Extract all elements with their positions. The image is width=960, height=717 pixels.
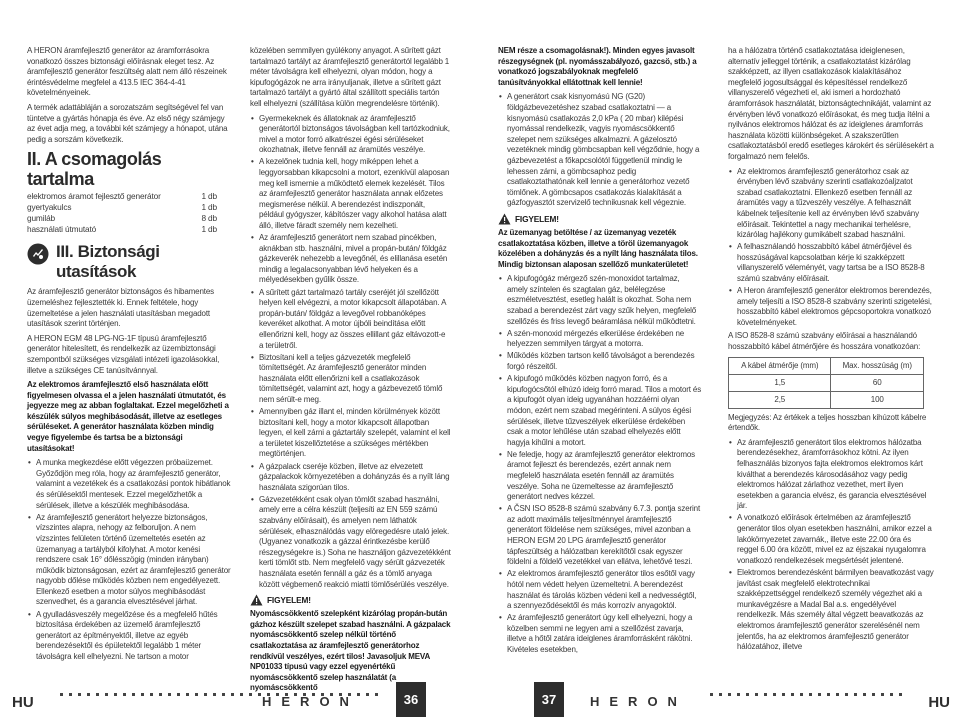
safety-instructions-icon [27,243,49,265]
column-1 [27,46,231,664]
section-2-title: II. A csomagolás tartalma [27,149,162,190]
list-item: • A gázpalack cseréje közben, illetve az elvezetett gázpalackok környezetében a dohányzás és a nyílt láng használata szigorúan tilos. [250,462,451,494]
column-3 [498,46,702,657]
list-item: • A munka megkezdése előtt végezzen próbaüzemet. Győződjön meg róla, hogy az áramfejlesztő generátor, valamint a vezetékek és a csatlakozási pontok hibátlanok és sérülésektől mentesek. Ezzel megelőzhetők a sérülések, illetve a készülék meghibásodása. [27,458,231,511]
contents-row: gyertyakulcs 1 db [27,202,217,213]
warning-heading: FIGYELEM! [498,213,702,225]
contents-row: elektromos áramot fejlesztő generátor 1 db [27,191,217,202]
cable-table [728,357,924,409]
list-item: • Működés közben tartson kellő távolságot a berendezés forgó részeitől. [498,351,702,372]
table-cell: 60 [831,374,924,391]
list-item: • Gázvezetékként csak olyan tömlőt szabad használni, amely erre a célra készült (teljesíti az EN 559 számú szabvány előírásait), és amelyen nem láthatók sérülések, elhasználódás vagy elöregedésre utaló jelek. (Ugyanez vonatkozik a gázzal érintkezésbe kerülő részegységekre is.) Soha ne használjon gázvezetékként kerti tömlőt stb. Nem megfelelő vagy sérült gázvezeték használata esetén fennáll a gáz és a tömlő anyaga között végbemenő reakció miatti tömlősérülés veszélye. [250,495,451,590]
regulator-warning-text: Nyomáscsökkentő szelepként kizárólag propán-bután gázhoz készült szelepet szabad használni. A gázpalack nyomáscsökkentő szelep nélkül történő csatlakoztatása az áramfejlesztő generátorhoz rendkívül veszélyes, ezért tilos! Javasoljuk MEVA NP01033 típusú vagy ezzel egyenértékű nyomáscsökkentő szelep használatát (a nyomáscsökkentő [250,609,451,693]
table-cell: 2,5 [729,391,831,408]
list-item: • Az áramfejlesztő generátort tilos elektromos hálózatba berendezésekhez, áramforrásokhoz kötni. Az ilyen felhasználás bizonyos fajta elektromos elektromos kárt kiválthat a berendezés károsodásához vagy pedig elektromos hálózat zárlathoz vezethet, mert ilyen esetekben a garancia elvész, és garancia elvesztésével jár. [728,438,934,512]
section-3-title-line-1: III. Biztonsági [56,242,160,262]
table-cell: 100 [831,391,924,408]
footer-dots-right [710,693,902,697]
list-item: • A sűrített gázt tartalmazó tartály cseréjét jól szellőzött helyen kell elvégezni, a motor kikapcsolt állapotában. A propán-bután/ földgáz a levegővel robbanóképes keveréket alkothat. A motor újbóli beindítása előtt ellenőrizni kell, hogy az összes ellillant gáz eltávozott-e a területről. [250,288,451,352]
safety-bullets-col1 [27,458,231,662]
warning-heading: FIGYELEM! [250,594,451,606]
list-item: • Az áramfejlesztő generátort úgy kell elhelyezni, hogy a közelben semmi ne legyen ami a szellőzést zavarja, illetve a hőtől zatára ideiglenes áramforrásként rákötni. Kivételes esetekben, [498,613,702,655]
read-manual-warning: Az elektromos áramfejlesztő első használata előtt figyelmesen olvassa el a jelen használati útmutatót, és jegyezze meg az abban foglaltakat. Ezzel megelőzheti a készülék súlyos meghibásodását, illetve az esetleges sérüléseket. A generátor használata közben mindig vegye figyelembe és tartsa be a biztonsági utasításokat! [27,380,229,453]
table-row [729,374,924,391]
list-item: • Az áramfejlesztő generátort nem szabad pincékben, aknákban stb. használni, mivel a propán-bután/ földgáz gázkeverék nehezebb a levegőnél, és elillanása esetén mindig a legalacsonyabban lévő helyeken és a mélyedésekben gyűlik össze. [250,233,451,286]
list-item: • A kipufogó működés közben nagyon forró, és a kipufogócsőtól elhúzó ideig forró marad. Tilos a motort és a kipufogót olyan ideig ugyanáhan hozzáérni olyan módon, ezért nem szabad megérinteni. A súlyos égési sérülések, illetve tűzveszélyek elkerülése érdekében csak a motor lehűlése után szabad elhelyezés előtt hagyja kihűlni a motort. [498,374,702,448]
list-item: • Az elektromos áramfejlesztő generátorhoz csak az érvényben lévő szabvány szerinti csatlakozóaljzatot szabad csatlakoztatni. Ellenkező esetben fennáll az áramütés vagy a tűzveszély veszélye. A felhasznált kábelnek teljesítenie kell az érvényben lévő szabvány előírásait. Tekintettel a nagy mechanikai terhelésre, kizárólag hajlékony gumikábelt szabad használni. [728,167,934,241]
table-note: Megjegyzés: Az értékek a teljes hosszban kihúzott kábelre értendők. [728,412,927,433]
list-item: • A ČSN ISO 8528-8 számú szabvány 6.7.3. pontja szerint az adott maximális teljesítménnyel áramfejlesztő generátort földelése nem szükséges, mivel azonban a HERON EGM 20 LPG áramfejlesztő generátor tápfeszültség a hálózatban kerekítőtől csak egyszer földelni a földelő vezetékkel van ellátva, lehetővé teszi. [498,504,702,568]
safety-bullets-col4 [728,438,934,653]
list-item: • Gyermekeknek és állatoknak az áramfejlesztő generátortól biztonságos távolságban kell tartózkodniuk, mivel a motor forró alkatrészei égési sérüléseket okozhatnak, illetve fennáll az áramütés veszélye. [250,114,451,156]
section-3-heading [27,241,231,283]
table-cell: 1,5 [729,374,831,391]
warning-triangle-icon [250,594,263,606]
continued-paragraph: ha a hálózatra történő csatlakoztatása ideiglenesen, alternatív jelleggel történik, a csatlakoztatást kizárólag szakképzett, az illyen csatlakozások kialakításához megfelelő jogosultsággal és képesítéssel rendelkező villanyszerelő végezheti el, aki ismeri a hordozható áramforrások használatát, biztonságtechnikáját, valamint az érvényben lévő vonatkozó előírásokat, és meg tudja ítélni a nyilvános elektromos hálózat és az ideiglenes áramforrás használata közötti különbségeket. A szakszerűtlen csatlakoztatásból eredő esetleges károkért és sérülésekért a forgalmazó nem felelős. [728,46,934,161]
warning-triangle-icon [498,213,511,225]
list-item: • Elektromos berendezésként bármilyen beavatkozást vagy javítást csak megfelelő elektrotechnikai szakképzettséggel rendelkező személy végezhet aki a munkavégzésre a Madal Bal a.s. engedélyével rendelkezik. Más személy által végzett beavatkozás az elektromos áramfejlesztő generátor szerelésénél nem jelentős, ha az elektromos áramfejlesztő generátor hálózatához, illetve [728,568,934,653]
continued-bold-paragraph: NEM része a csomagolásnak!). Minden egyes javasolt részegységnek (pl. nyomásszabályozó, gazcsö, stb.) a vonatkozó jogszabályoknak megfelelő tanúsítványokkal ellátottnak kell lennie! [498,46,697,87]
date-note-paragraph: A termék adattábláján a sorozatszám segítségével fel van tüntetve a gyártás hónapja és éve. Az első négy számjegy az évet adja meg, a további két számjegy a hónapot, utána pedig a sorszám következik. [27,102,228,144]
table-header-row [729,357,924,374]
list-item: • A Heron áramfejlesztő generátor elektromos berendezés, amely teljesíti a ISO 8528-8 szabvány szerinti szigetelési, hosszabbító kábel elektromos gépcsoportokra vonatkozó követelményeket. [728,286,934,328]
list-item: • A szén-monoxid mérgezés elkerülése érdekében ne helyezzen semmilyen tárgyat a motorra. [498,329,702,350]
intro-paragraph: A HERON áramfejlesztő generátor az áramforrásokra vonatkozó összes biztonsági előírásnak eleget tesz. Az áramfejlesztő generátor feszültség alatt nem álló részeinek érintésvédelme megfelel a 413.5 IEC 364-4-41 követelményeinek. [27,46,227,98]
continued-paragraph: közelében semmilyen gyúlékony anyagot. A sűrített gázt tartalmazó tartályt az áramfejlesztő generátortól legalább 1 méter távolságra kell elhelyezni, olyan módon, hogy a kipufogógázok ne arra irányuljanak, illetve a sűrített gázt tartalmazó tartályt a gyártó által szállított speciális tartón kell elhelyezni (szállítása külön megrendelésre történik). [250,46,450,108]
gas-bullets [498,92,702,209]
list-item: • Az elektromos áramfejlesztő generátor tilos esőtől vagy hótól nem védett helyen üzemeltetni. A berendezést használat és tárolás közben védeni kell a nedvességtől, a szennyeződésektől és más korrozív anyagoktól. [498,569,702,611]
list-item: • Ne feledje, hogy az áramfejlesztő generátor elektromos áramot fejleszt és berendezés, ezért annak nem megfelelő használata esetén fennáll az áramütés veszélye. Soha ne üzemeltesse az áramfejlesztő generátort nedves kézzel. [498,450,702,503]
fuel-warning-text: Az üzemanyag betöltése / az üzemanyag vezeték csatlakoztatása közben, illetve a töröl üzemanyagok közelében a dohányzás és a nyílt láng használata tilos. Mindig biztonsan alaposan szellőző munkaterületet! [498,227,698,269]
list-item: • A kezelőnek tudnia kell, hogy miképpen lehet a leggyorsabban kikapcsolni a motort, ezenkívül alaposan meg kell ismernie a működtető elemek kezelését. Tilos az áramfejlesztő generátor használata annak előzetes megismerése nélkül. A berendezést indiszponált, például gyógyszer, kábítószer vagy alkohol hatása alatt álló, illetve fáradt személy nem kezelheti. [250,157,451,231]
table-intro: A ISO 8528-8 számú szabvány előírásai a használandó hosszabbító kábel átmérőjére és hosszára vonatkozóan: [728,331,921,352]
list-item: • A felhasználandó hosszabbító kábel átmérőjével és hosszúságával kapcsolatban kérje ki szakképzett villanyszerelő véleményét, vagy tartsa be a ISO 8528-8 számú szabvány előírásait. [728,242,934,284]
contents-list [27,191,217,235]
table-row [729,391,924,408]
heron-logo-right: HERON [590,694,687,709]
language-code-left: HU [12,694,34,711]
page-number-left: 36 [396,682,426,717]
safety-bullets-col3 [498,274,702,655]
safety-paragraph: Az áramfejlesztő generátor biztonságos és hibamentes üzemeléshez fejlesztették ki. Ennek feltétele, hogy üzemeltetése a jelen használati utasításban megadott utasítások szerint történjen. [27,287,214,329]
section-3-title-line-2: utasítások [56,262,137,282]
list-item: • A generátort csak kisnyomású NG (G20) földgázbevezetéshez szabad csatlakoztatni — a kisnyomású csatlakozás 2,0 kPa ( 20 mbar) kilépési nyomással rendelkezik, vagyis nyomáscsökkentő szelepet nem szükséges alkalmazni. A gázelosztó vezetéknek mindig gömbcsapban kell végződnie, hogy a gázbevezetést a főkapcsolótól függetlenül mindig le lehessen zárni, a gömbcsaphoz pedig csatlakoztathatónak kell lennie a generátorhoz vezető tömlőnek. A gömbcsapos csatlakozás kialakítását a gázfogyasztót szervizelő technikusnak kell végeznie. [498,92,702,209]
language-code-right: HU [928,694,950,711]
table-header-cell: Max. hosszúság (m) [831,357,924,374]
list-item: • Biztosítani kell a teljes gázvezeték megfelelő tömítettségét. Az áramfejlesztő generátor minden használata előtt ellenőrizni kell a csatlakozások tömítettségét, valamint azt, hogy a gázbevezető tömlő nem sérült-e meg. [250,353,451,406]
electrical-bullets [728,167,934,329]
heron-logo-left: HERON [262,694,359,709]
certification-paragraph: A HERON EGM 48 LPG-NG-1F típusú áramfejlesztő generátor hitelesített, és rendelkezik az üzembiztonsági szempontból szükséges vizsgálati intézeti igazolásokkal, illetve a szükséges CE tanúsítvánnyal. [27,333,220,375]
list-item: • A vonatkozó előírások értelmében az áramfejlesztő generátor tilos olyan esetekben használni, amikor ezzel a lakókörnyezetet zavarnák,, illetve este 22.00 óra és reggel 6.00 óra között, mivel ez az éjszakai nyugalomra vonatkozó rendelkezések megsértését jelentené. [728,513,934,566]
table-header-cell: A kábel átmérője (mm) [729,357,831,374]
column-2 [250,46,451,698]
column-4 [728,46,934,654]
list-item: • A gyulladásveszély megelőzése és a megfelelő hűtés biztosítása érdekében az üzemelő áramfejlesztő generátort az építményektől, illetve az egyéb berendezésektől és épületektől legalább 1 méter távolságra kell elhelyezni. Ne tartson a motor [27,610,231,663]
contents-row: használati útmutató 1 db [27,224,217,235]
list-item: • A kipufogógáz mérgező szén-monoxidot tartalmaz, amely színtelen és szagtalan gáz, belélegzése eszméletvesztést, esetleg halált is okozhat. Soha nem szabad a berendezést zárt vagy szűk helyen, megfelelő szellőzés és friss levegő beáramlása nélkül működtetni. [498,274,702,327]
list-item: • Amennyiben gáz illant el, minden körülmények között biztosítani kell, hogy a motor kikapcsolt állapotban legyen, el kell zárni a gáztartály szelepét, valamint el kell a területet kiszellőztetése a szükséges mértékben megtörténjen. [250,407,451,460]
list-item: • Az áramfejlesztő generátort helyezze biztonságos, vízszintes alapra, nehogy az felboruljon. A nem vízszintes felületen történő üzemeltetés esetén az üzemanyag a tartályból kifolyhat. A motor kenési rendszere csak 16° dőlésszögig (minden irányban) működik biztonságosan, ezért az áramfejlesztő generátor nagyobb dőlése működés közben nem engedélyezett. Ellenkező esetben a motor súlyos meghibásodást szenvedhet, és a garancia elvesztésével járhat. [27,513,231,608]
contents-row: gumiláb 8 db [27,213,217,224]
page-number-right: 37 [534,682,564,717]
safety-bullets-col2 [250,114,451,591]
